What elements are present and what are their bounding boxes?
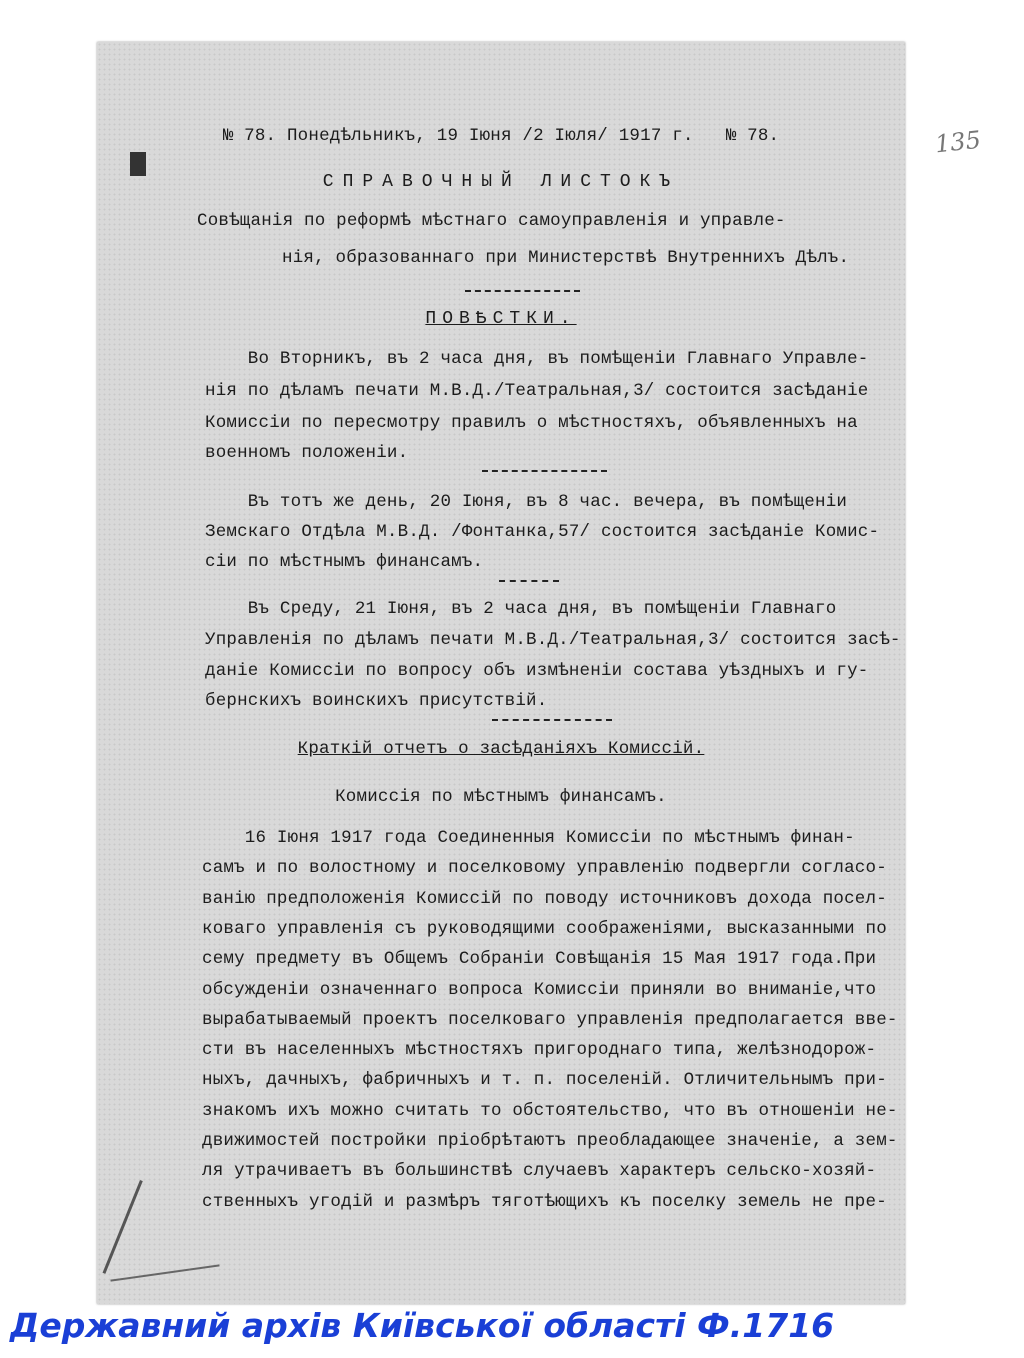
divider [499, 580, 559, 582]
folio-number: 135 [933, 125, 983, 159]
report-line: знакомъ ихъ можно считать то обстоятельство, что въ отношеніи не- [202, 1100, 898, 1121]
report-line: вырабатываемый проектъ поселковаго управленія предполагается вве- [202, 1009, 898, 1030]
report-line: самъ и по волостному и поселковому управленію подвергли согласо- [202, 858, 887, 879]
report-line: сему предмету въ Общемъ Собраніи Совѣщанія 15 Мая 1917 года.При [202, 949, 877, 970]
divider [465, 290, 580, 292]
report-line: ственныхъ угодій и размѣръ тяготѣющихъ къ поселку земель не пре- [202, 1191, 887, 1212]
agenda-line: Комиссіи по пересмотру правилъ о мѣстностяхъ, объявленныхъ на [205, 413, 858, 433]
agenda-line: нія по дѣламъ печати М.В.Д./Театральная,3/ состоится засѣданіе [205, 381, 869, 401]
agenda-line: Управленія по дѣламъ печати М.В.Д./Театральная,3/ состоится засѣ- [205, 630, 901, 650]
report-line: коваго управленія съ руководящими соображеніями, высказанными по [202, 918, 887, 939]
report-line: ныхъ, дачныхъ, фабричныхъ и т. п. поселеній. Отличительнымъ при- [202, 1070, 887, 1091]
agenda-heading: ПОВѢСТКИ. [425, 309, 577, 329]
report-line: движимостей постройки пріобрѣтаютъ преобладающее значеніе, а зем- [202, 1131, 898, 1151]
agenda-line: Въ тотъ же день, 20 Іюня, въ 8 час. вечера, въ помѣщеніи [205, 492, 848, 512]
report-line: сти въ населенныхъ мѣстностяхъ пригороднаго типа, желѣзнодорож- [202, 1040, 877, 1061]
report-line: ля утрачиваетъ въ большинствѣ случаевъ характеръ сельско-хозяй- [202, 1161, 877, 1182]
agenda-line: бернскихъ воинскихъ присутствій. [205, 691, 548, 711]
subtitle-line: нія, образованнаго при Министерствѣ Внутреннихъ Дѣлъ. [282, 248, 850, 268]
agenda-line: Въ Среду, 21 Іюня, въ 2 часа дня, въ помѣщеніи Главнаго [205, 599, 837, 619]
agenda-line: сіи по мѣстнымъ финансамъ. [205, 552, 484, 572]
agenda-line: Во Вторникъ, въ 2 часа дня, въ помѣщеніи Главнаго Управле- [205, 349, 869, 369]
margin-mark [130, 152, 146, 176]
agenda-line: военномъ положеніи. [205, 443, 409, 463]
document-title: СПРАВОЧНЫЙ ЛИСТОКЪ [322, 172, 680, 192]
divider [482, 470, 607, 472]
report-line: 16 Іюня 1917 года Соединенныя Комиссіи по мѣстнымъ финан- [202, 828, 855, 848]
subtitle-line: Совѣщанія по реформѣ мѣстнаго самоуправленія и управле- [197, 211, 786, 231]
report-heading: Краткій отчетъ о засѣданіяхъ Комиссій. [297, 739, 705, 759]
divider [492, 719, 612, 721]
document-page [97, 42, 983, 1304]
archive-caption: Державний архів Київської області Ф.1716 [10, 1306, 835, 1345]
agenda-line: Земскаго Отдѣла М.В.Д. /Фонтанка,57/ состоится засѣданіе Комис- [205, 522, 880, 542]
report-line: обсужденіи означеннаго вопроса Комиссіи приняли во вниманіе,что [202, 979, 877, 1000]
issue-header: № 78. Понедѣльникъ, 19 Іюня /2 Іюля/ 1917 г. № 78. [222, 126, 780, 146]
report-line: ванію предположенія Комиссій по поводу источниковъ дохода посел- [202, 888, 887, 909]
agenda-line: даніе Комиссіи по вопросу объ измѣненіи состава уѣздныхъ и гу- [205, 661, 869, 681]
commission-heading: Комиссія по мѣстнымъ финансамъ. [335, 787, 667, 807]
